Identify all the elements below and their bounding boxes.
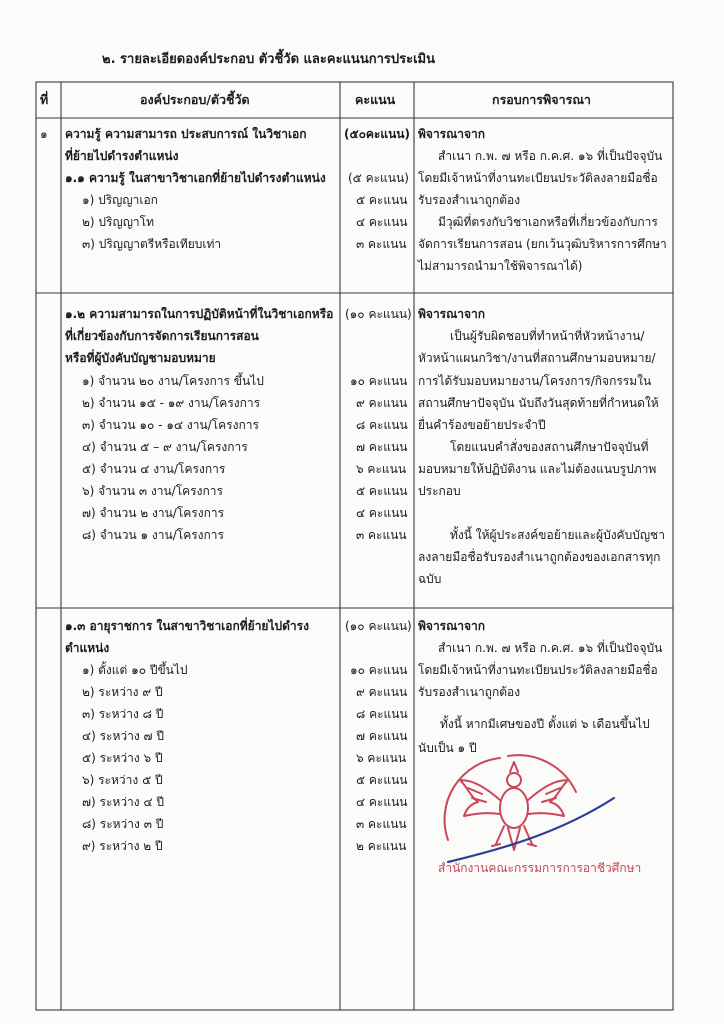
item-score: ๔ คะแนน [356, 215, 408, 229]
section-title: หรือที่ผู้บังคับบัญชามอบหมาย [65, 351, 216, 365]
item-label: ๒) ปริญญาโท [82, 215, 155, 229]
criteria-line: ยื่นคำร้องขอย้ายประจำปี [418, 418, 546, 432]
row-number: ๑ [40, 127, 48, 141]
item-score: ๒ คะแนน [356, 839, 407, 853]
item-label: ๓) ปริญญาตรีหรือเทียบเท่า [82, 237, 222, 251]
item-score: ๗ คะแนน [356, 440, 408, 454]
item-score: ๑๐ คะแนน [350, 663, 408, 677]
section-score: (๕๐คะแนน) [344, 127, 410, 141]
signature-stroke [448, 798, 614, 862]
criteria-line: สำเนา ก.พ. ๗ หรือ ก.ค.ศ. ๑๖ ที่เป็นปัจจุบัน [438, 149, 663, 163]
section-title: ๑.๓ อายุราชการ ในสาขาวิชาเอกที่ย้ายไปดำรง [65, 619, 309, 633]
header-score: คะแนน [355, 92, 396, 107]
section-score: (๑๐ คะแนน) [345, 619, 412, 633]
criteria-line: ลงลายมือชื่อรับรองสำเนาถูกต้องของเอกสารทุก [418, 550, 661, 564]
item-score: ๓ คะแนน [356, 817, 407, 831]
item-label: ๗) จำนวน ๒ งาน/โครงการ [82, 506, 225, 520]
criteria-title: พิจารณาจาก [418, 619, 486, 633]
item-label: ๘) จำนวน ๑ งาน/โครงการ [82, 528, 224, 542]
criteria-line: หัวหน้าแผนกวิชา/งานที่สถานศึกษามอบหมาย/ [418, 351, 656, 365]
criteria-line: มีวุฒิที่ตรงกับวิชาเอกหรือที่เกี่ยวข้องกับการ [438, 215, 658, 229]
criteria-line: ทั้งนี้ ให้ผู้ประสงค์ขอย้ายและผู้บังคับบัญชา [450, 528, 665, 542]
item-score: ๗ คะแนน [356, 729, 408, 743]
criteria-line: โดยมีเจ้าหน้าที่งานทะเบียนประวัติลงลายมือชื่อ [418, 171, 658, 185]
criteria-line: ประกอบ [418, 484, 461, 498]
item-label: ๒) จำนวน ๑๕ - ๑๙ งาน/โครงการ [82, 396, 261, 410]
criteria-line: จัดการเรียนการสอน (ยกเว้นวุฒิบริหารการศึกษา [418, 237, 667, 251]
seal-stamp-text: สำนักงานคณะกรรมการการอาชีวศึกษา [438, 861, 642, 875]
criteria-line: การได้รับมอบหมายงาน/โครงการ/กิจกรรมใน [418, 374, 652, 388]
item-score: ๓ คะแนน [356, 528, 407, 542]
item-label: ๖) จำนวน ๓ งาน/โครงการ [82, 484, 223, 498]
header-component: องค์ประกอบ/ตัวชี้วัด [140, 92, 250, 107]
item-score: ๘ คะแนน [356, 418, 408, 432]
criteria-line: ไม่สามารถนำมาใช้พิจารณาได้) [418, 259, 583, 273]
item-label: ๖) ระหว่าง ๕ ปี [82, 773, 163, 787]
item-score: ๑๐ คะแนน [350, 374, 408, 388]
item-label: ๕) จำนวน ๔ งาน/โครงการ [82, 462, 226, 476]
item-score: ๔ คะแนน [356, 795, 408, 809]
item-label: ๕) ระหว่าง ๖ ปี [82, 751, 163, 765]
criteria-line: รับรองสำเนาถูกต้อง [418, 193, 521, 207]
item-label: ๑) ตั้งแต่ ๑๐ ปีขึ้นไป [82, 663, 188, 677]
section-title: ๑.๒ ความสามารถในการปฏิบัติหน้าที่ในวิชาเอกหรือ [65, 307, 334, 321]
item-label: ๑) ปริญญาเอก [82, 193, 158, 207]
item-score: ๓ คะแนน [356, 237, 407, 251]
subsection-score: (๕ คะแนน) [348, 171, 409, 185]
item-label: ๗) ระหว่าง ๔ ปี [82, 795, 164, 809]
criteria-line: สถานศึกษาปัจจุบัน นับถึงวันสุดท้ายที่กำหนดให้ [418, 396, 659, 410]
section-title: ที่เกี่ยวข้องกับการจัดการเรียนการสอน [65, 329, 259, 343]
item-score: ๖ คะแนน [356, 462, 407, 476]
section-title: ความรู้ ความสามารถ ประสบการณ์ ในวิชาเอก [65, 127, 307, 141]
page-heading: ๒. รายละเอียดองค์ประกอบ ตัวชี้วัด และคะแนนการประเมิน [102, 52, 435, 67]
item-score: ๕ คะแนน [356, 773, 408, 787]
item-score: ๖ คะแนน [356, 751, 407, 765]
criteria-title: พิจารณาจาก [418, 307, 486, 321]
criteria-line: นับเป็น ๑ ปี [418, 741, 477, 755]
item-score: ๔ คะแนน [356, 506, 408, 520]
section-score: (๑๐ คะแนน) [345, 307, 412, 321]
item-label: ๓) ระหว่าง ๘ ปี [82, 707, 164, 721]
garuda-emblem [445, 755, 576, 850]
criteria-line: โดยมีเจ้าหน้าที่งานทะเบียนประวัติลงลายมือชื่อ [418, 663, 658, 677]
item-score: ๕ คะแนน [356, 484, 408, 498]
criteria-title: พิจารณาจาก [418, 127, 486, 141]
section-title: ที่ย้ายไปดำรงตำแหน่ง [65, 149, 179, 163]
item-label: ๒) ระหว่าง ๙ ปี [82, 685, 163, 699]
header-criteria: กรอบการพิจารณา [492, 92, 591, 107]
section-title: ตำแหน่ง [65, 641, 110, 655]
subsection-title: ๑.๑ ความรู้ ในสาขาวิชาเอกที่ย้ายไปดำรงตำแหน่ง [65, 171, 326, 185]
item-label: ๔) จำนวน ๕ – ๙ งาน/โครงการ [82, 440, 248, 454]
criteria-line: สำเนา ก.พ. ๗ หรือ ก.ค.ศ. ๑๖ ที่เป็นปัจจุบัน [438, 641, 663, 655]
item-label: ๔) ระหว่าง ๗ ปี [82, 729, 164, 743]
criteria-line: โดยแนบคำสั่งของสถานศึกษาปัจจุบันที่ [450, 440, 649, 454]
criteria-line: มอบหมายให้ปฏิบัติงาน และไม่ต้องแนบรูปภาพ [418, 462, 657, 476]
criteria-line: ฉบับ [418, 572, 442, 586]
header-no: ที่ [40, 92, 49, 107]
garuda-seal-icon [408, 722, 642, 882]
item-score: ๙ คะแนน [356, 396, 408, 410]
item-label: ๓) จำนวน ๑๐ - ๑๔ งาน/โครงการ [82, 418, 259, 432]
item-label: ๙) ระหว่าง ๒ ปี [82, 839, 163, 853]
item-label: ๑) จำนวน ๒๐ งาน/โครงการ ขึ้นไป [82, 374, 264, 388]
item-score: ๕ คะแนน [356, 193, 408, 207]
item-score: ๘ คะแนน [356, 707, 408, 721]
item-label: ๘) ระหว่าง ๓ ปี [82, 817, 164, 831]
criteria-line: เป็นผู้รับผิดชอบที่ทำหน้าที่หัวหน้างาน/ [450, 329, 645, 343]
criteria-line: ทั้งนี้ หากมีเศษของปี ตั้งแต่ ๖ เดือนขึ้นไป [440, 717, 650, 731]
criteria-line: รับรองสำเนาถูกต้อง [418, 685, 521, 699]
item-score: ๙ คะแนน [356, 685, 408, 699]
